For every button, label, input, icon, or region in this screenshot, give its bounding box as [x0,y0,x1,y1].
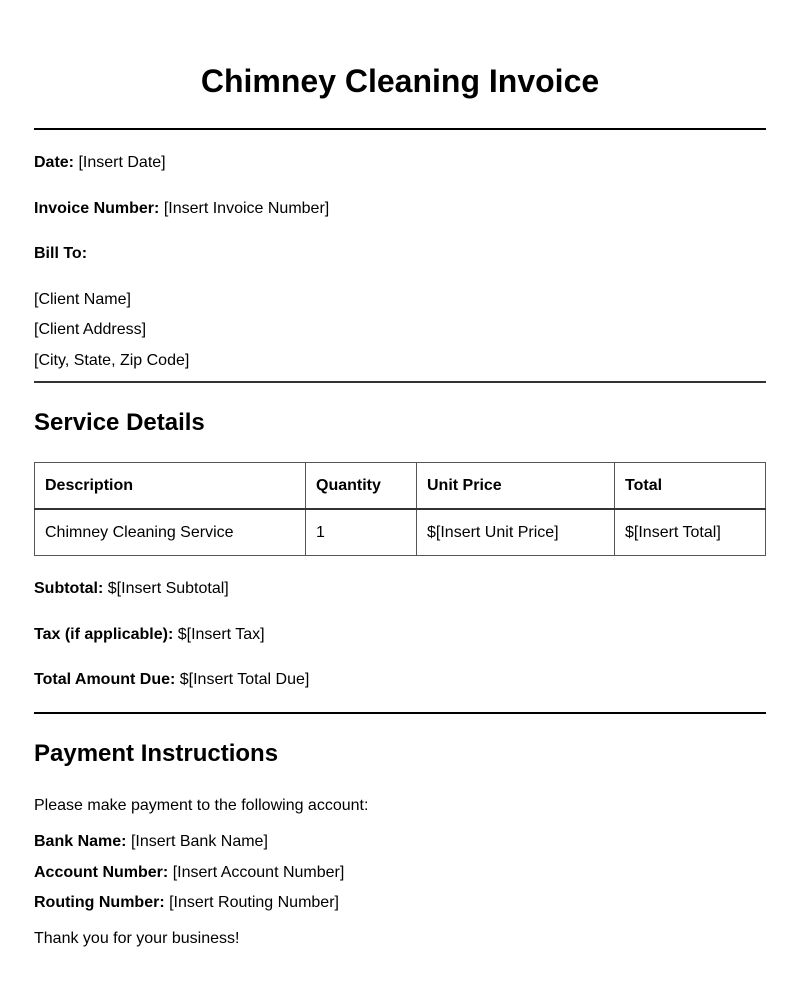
account-number-value: [Insert Account Number] [172,864,345,881]
divider [34,712,766,714]
subtotal-line [34,579,229,599]
thank-you-message: Thank you for your business! [34,930,240,947]
table-header-row [35,463,766,510]
divider [34,381,766,383]
column-header-unit-price: Unit Price [417,463,615,510]
payment-instructions-heading: Payment Instructions [34,740,279,767]
routing-number-label: Routing Number: [34,894,165,911]
bank-name-value: [Insert Bank Name] [130,833,268,850]
column-header-quantity: Quantity [306,463,417,510]
cell-quantity: 1 [306,509,417,556]
service-table [34,462,766,556]
bill-to-line [34,244,87,264]
subtotal-value: $[Insert Subtotal] [107,580,229,597]
total-due-value: $[Insert Total Due] [179,671,310,688]
account-number-line [34,863,344,883]
tax-label: Tax (if applicable): [34,626,174,643]
date-line [34,153,166,173]
date-value: [Insert Date] [78,154,166,171]
bank-name-label: Bank Name: [34,833,127,850]
date-label: Date: [34,154,75,171]
column-header-description: Description [35,463,306,510]
bank-name-line [34,832,268,852]
invoice-number-value: [Insert Invoice Number] [163,200,330,217]
service-details-heading: Service Details [34,409,205,436]
bill-to-label: Bill To: [34,245,88,262]
subtotal-label: Subtotal: [34,580,104,597]
divider [34,128,766,130]
invoice-number-line [34,199,329,219]
routing-number-value: [Insert Routing Number] [169,894,339,911]
total-due-label: Total Amount Due: [34,671,176,688]
routing-number-line [34,893,339,913]
payment-intro: Please make payment to the following account: [34,797,369,814]
account-number-label: Account Number: [34,864,169,881]
tax-line [34,625,265,645]
invoice-number-label: Invoice Number: [34,200,160,217]
cell-unit-price: $[Insert Unit Price] [417,509,615,556]
cell-description: Chimney Cleaning Service [35,509,306,556]
column-header-total: Total [615,463,766,510]
cell-total: $[Insert Total] [615,509,766,556]
table-row [35,509,766,556]
page-title: Chimney Cleaning Invoice [200,63,600,99]
tax-value: $[Insert Tax] [177,626,265,643]
client-address: [Client Address] [34,321,147,338]
client-name: [Client Name] [34,291,131,308]
total-due-line [34,670,309,690]
client-city: [City, State, Zip Code] [34,352,190,369]
